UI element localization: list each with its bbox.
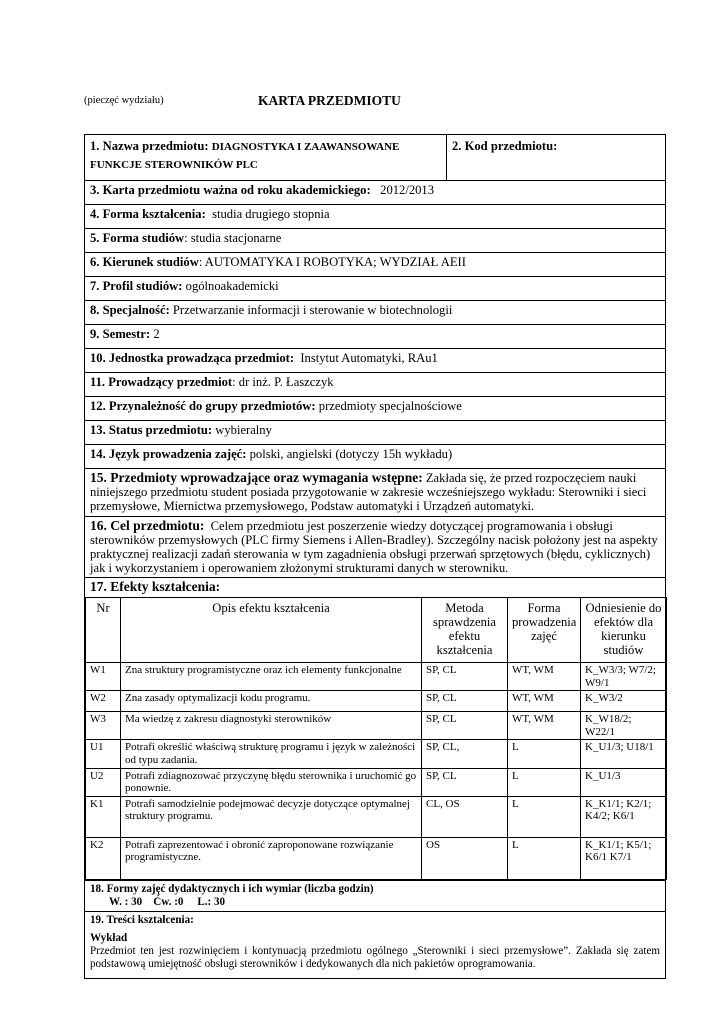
field-education-form: 4. Forma kształcenia: studia drugiego stopnia xyxy=(85,205,666,229)
field-learning-outcomes xyxy=(85,578,666,881)
col-nr: Nr xyxy=(86,598,121,663)
field-semester: 9. Semestr: 2 xyxy=(85,325,666,349)
field-specialty: 8. Specjalność: Przetwarzanie informacji i sterowanie w biotechnologii xyxy=(85,301,666,325)
field-lecturer: 11. Prowadzący przedmiot: dr inż. P. Łaszczyk xyxy=(85,373,666,397)
field-language: 14. Język prowadzenia zajęć: polski, angielski (dotyczy 15h wykładu) xyxy=(85,445,666,469)
field-contents: 19. Treści kształcenia: Wykład Przedmiot ten jest rozwinięciem i kontynuacją przedmiotu ogólnego „Sterowniki i sieci przemysłowe”. Zakłada się zatem podstawową umiejętność obsługi sterowników i dedykowanych dla nich pakietów oprogramowania. xyxy=(85,911,666,978)
col-description: Opis efektu kształcenia xyxy=(121,598,422,663)
subject-card-table xyxy=(84,134,666,979)
table-row: U2 Potrafi zdiagnozować przyczynę błędu sterownika i uruchomić go ponownie. SP, CL L K_U1/3 xyxy=(86,768,667,796)
stamp-label: (pieczęć wydziału) xyxy=(84,95,164,106)
table-row: W3 Ma wiedzę z zakresu diagnostyki sterowników SP, CL WT, WM K_W18/2; W22/1 xyxy=(86,712,667,740)
field-prerequisites: 15. Przedmioty wprowadzające oraz wymagania wstępne: Zakłada się, że przed rozpoczęciem nauki niniejszego przedmiotu student posiada przygotowanie w zakresie wcześniejszego wykładu: Sterowniki i sieci przemysłowe, Miernictwa przemysłowego, Podstaw automatyki i Urządzeń automatyki. xyxy=(85,469,666,517)
col-form: Forma prowadzenia zajęć xyxy=(508,598,581,663)
table-row: U1 Potrafi określić właściwą strukturę programu i język w zależności od typu zadania. SP, CL, L K_U1/3; U18/1 xyxy=(86,740,667,768)
field-objective: 16. Cel przedmiotu: Celem przedmiotu jest poszerzenie wiedzy dotyczącej programowania i obsługi sterowników przemysłowych (PLC firmy Siemens i Allen-Bradley). Szczególny nacisk położony jest na aspekty praktycznej realizacji zadań sterowania w tym zagadnienia obsługi przerwań sprzętowych (błędu, cyklicznych) jak i wykorzystaniem i operowaniem złożonymi strukturami danych w sterowniku. xyxy=(85,517,666,578)
document-title: KARTA PRZEDMIOTU xyxy=(258,93,401,108)
field-group: 12. Przynależność do grupy przedmiotów: przedmioty specjalnościowe xyxy=(85,397,666,421)
field-subject-name: 1. Nazwa przedmiotu: DIAGNOSTYKA I ZAAWANSOWANE FUNKCJE STEROWNIKÓW PLC xyxy=(85,135,447,181)
field-study-profile: 7. Profil studiów: ogólnoakademicki xyxy=(85,277,666,301)
field-subject-code: 2. Kod przedmiotu: xyxy=(447,135,666,181)
col-reference: Odniesienie do efektów dla kierunku studiów xyxy=(581,598,667,663)
table-row: W2 Zna zasady optymalizacji kodu programu. SP, CL WT, WM K_W3/2 xyxy=(86,691,667,712)
field-status: 13. Status przedmiotu: wybieralny xyxy=(85,421,666,445)
field-study-direction: 6. Kierunek studiów: AUTOMATYKA I ROBOTYKA; WYDZIAŁ AEII xyxy=(85,253,666,277)
table-row: K2 Potrafi zaprezentować i obronić zaproponowane rozwiązanie programistyczne. OS L K_K1/1; K5/1; K6/1 K7/1 xyxy=(86,837,667,879)
field-valid-year: 3. Karta przedmiotu ważna od roku akademickiego: 2012/2013 xyxy=(85,181,666,205)
field-unit: 10. Jednostka prowadząca przedmiot: Instytut Automatyki, RAu1 xyxy=(85,349,666,373)
field-class-forms: 18. Formy zajęć dydaktycznych i ich wymiar (liczba godzin) W. : 30 Ćw. :0 L.: 30 xyxy=(85,880,666,911)
table-row: K1 Potrafi samodzielnie podejmować decyzje dotyczące optymalnej struktury programu. CL, OS L K_K1/1; K2/1; K4/2; K6/1 xyxy=(86,796,667,837)
table-row: W1 Zna struktury programistyczne oraz ich elementy funkcjonalne SP, CL WT, WM K_W3/3; W7/2; W9/1 xyxy=(86,663,667,691)
outcomes-header-row xyxy=(86,598,667,663)
learning-outcomes-label: 17. Efekty kształcenia: xyxy=(90,579,221,594)
field-study-form: 5. Forma studiów: studia stacjonarne xyxy=(85,229,666,253)
learning-outcomes-table xyxy=(85,597,667,880)
col-method: Metoda sprawdzenia efektu kształcenia xyxy=(422,598,508,663)
